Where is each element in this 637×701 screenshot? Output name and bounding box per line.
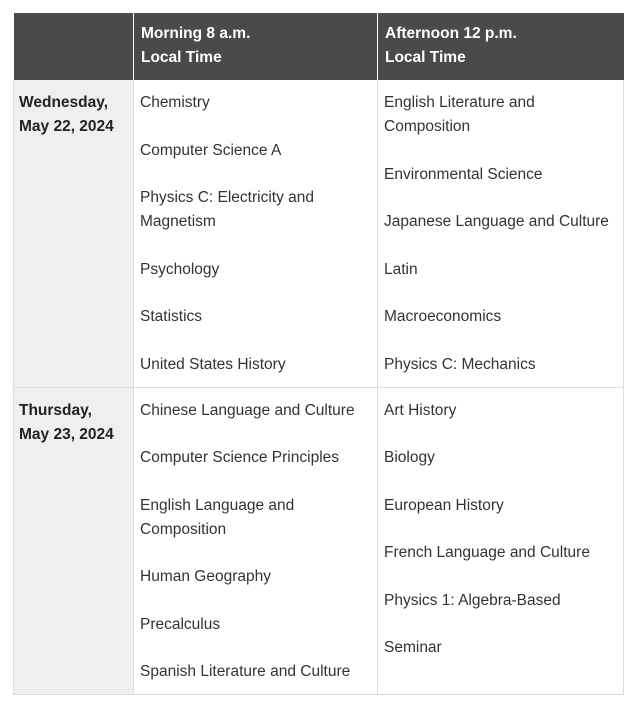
table-row-thursday [14, 387, 624, 695]
date-label: May 22, 2024 [19, 118, 114, 135]
course-item: Japanese Language and Culture [384, 213, 609, 230]
course-item: English Language and Composition [140, 496, 295, 538]
course-item: Latin [384, 260, 418, 278]
course-item: Biology [384, 449, 435, 466]
afternoon-cell-wednesday [378, 80, 624, 387]
header-morning-cell [134, 13, 378, 80]
course-item: Human Geography [140, 568, 271, 585]
date-label: May 23, 2024 [19, 425, 114, 443]
course-item: Physics C: Mechanics [384, 355, 536, 373]
afternoon-cell-thursday [378, 387, 624, 695]
day-label: Thursday, [19, 401, 92, 419]
header-afternoon-cell [378, 13, 624, 80]
course-item: Spanish Literature and Culture [140, 663, 351, 680]
course-item: United States History [140, 355, 286, 373]
course-item: Art History [384, 401, 457, 419]
course-item: Physics 1: Algebra-Based [384, 591, 561, 609]
course-item: European History [384, 496, 504, 514]
course-item: Environmental Science [384, 165, 543, 183]
course-item: French Language and Culture [384, 544, 590, 561]
exam-schedule-table [13, 13, 624, 695]
morning-cell-thursday [134, 387, 378, 695]
course-item: Precalculus [140, 615, 221, 633]
course-item: Computer Science Principles [140, 449, 340, 466]
header-afternoon-title: Afternoon 12 p.m. [385, 25, 517, 42]
table-row-wednesday [14, 80, 624, 387]
header-morning-title: Morning 8 a.m. [141, 25, 251, 42]
table-body [14, 80, 624, 695]
header-day-cell [14, 13, 134, 80]
course-item: Psychology [140, 260, 220, 278]
day-label: Wednesday, [19, 94, 109, 111]
day-cell-wednesday [14, 80, 134, 387]
course-item: Macroeconomics [384, 308, 502, 325]
table-header [14, 13, 624, 80]
course-item: English Literature and Composition [384, 94, 535, 135]
day-cell-thursday [14, 387, 134, 695]
course-item: Chinese Language and Culture [140, 401, 355, 419]
header-afternoon-subtitle: Local Time [385, 49, 466, 66]
course-item: Chemistry [140, 94, 210, 111]
header-row [14, 13, 624, 80]
course-item: Seminar [384, 639, 442, 656]
morning-cell-wednesday [134, 80, 378, 387]
course-item: Computer Science A [140, 141, 282, 159]
course-item: Physics C: Electricity and Magnetism [140, 189, 314, 230]
header-morning-subtitle: Local Time [141, 49, 222, 66]
course-item: Statistics [140, 308, 203, 325]
